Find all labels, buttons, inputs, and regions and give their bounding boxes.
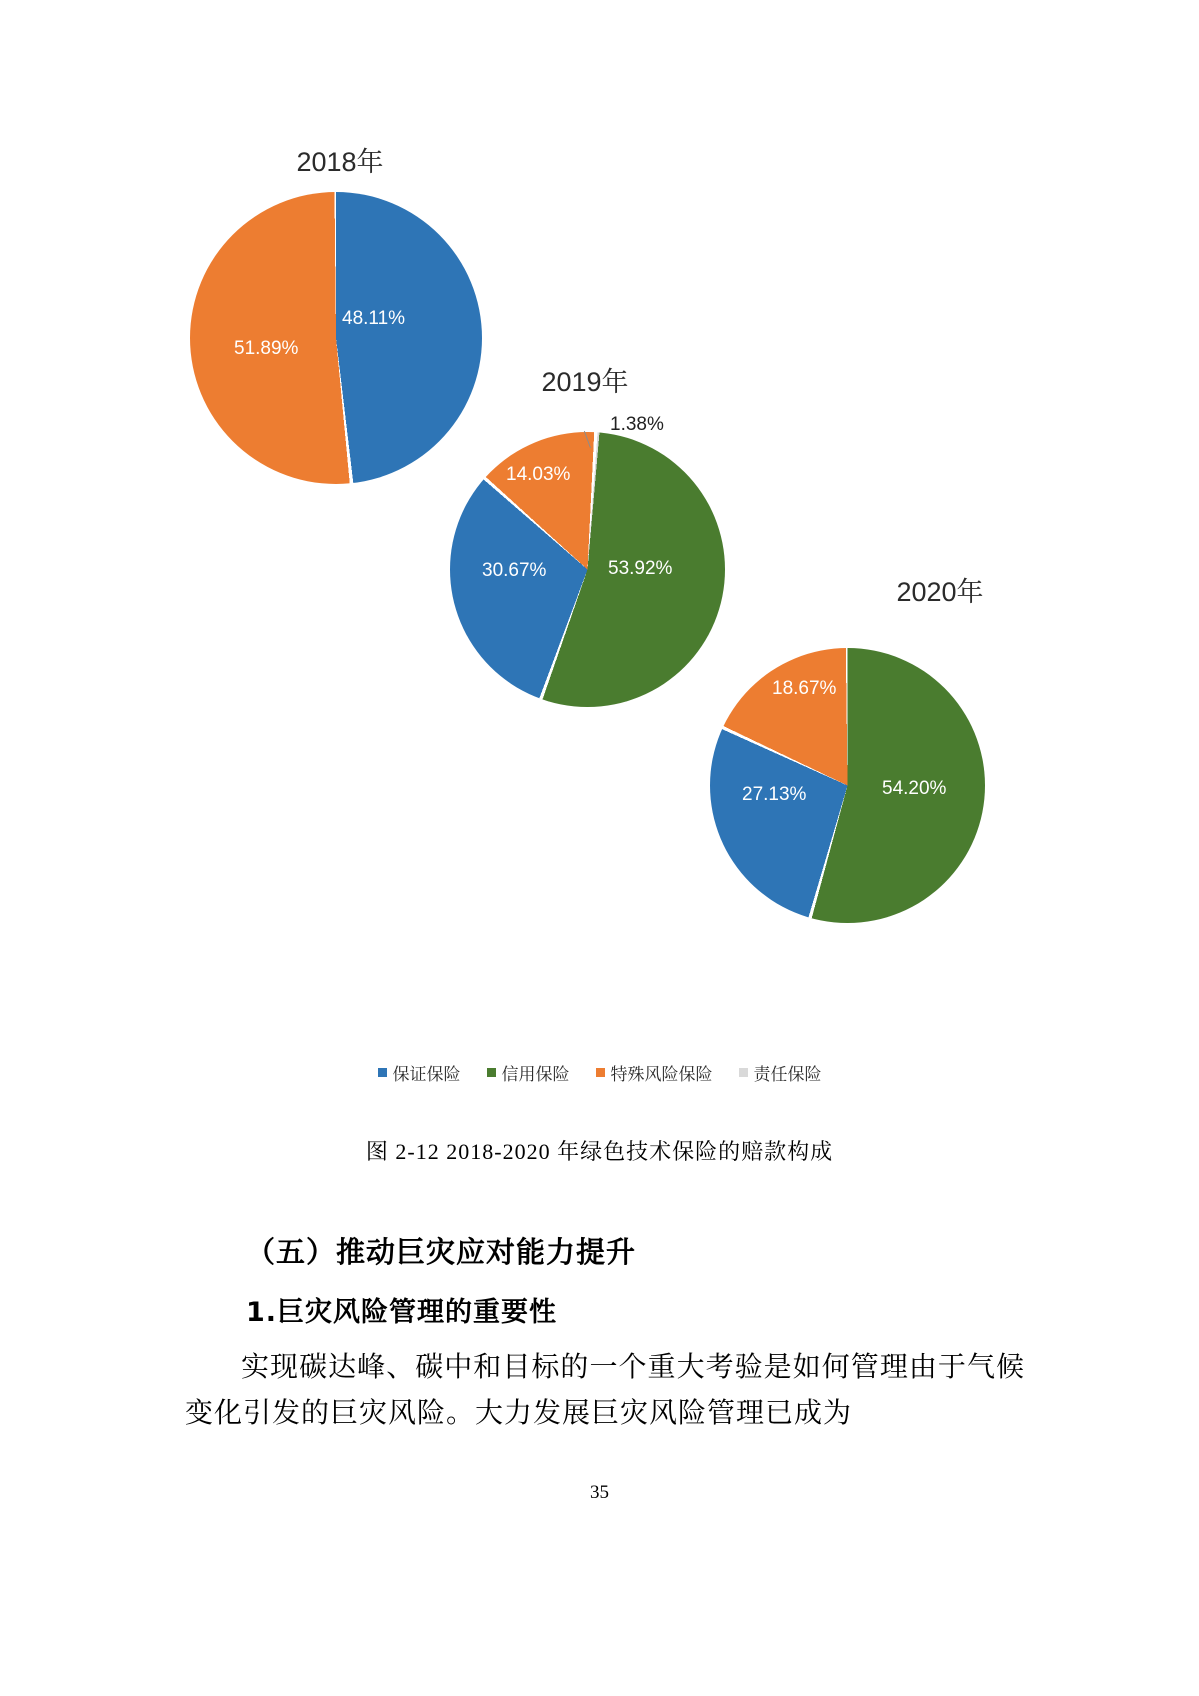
legend-item-2 <box>596 1060 713 1085</box>
pie-chart-2020 <box>690 570 1110 1000</box>
legend-item-1 <box>487 1060 570 1085</box>
legend-item-0 <box>378 1060 461 1085</box>
body-paragraph: 实现碳达峰、碳中和目标的一个重大考验是如何管理由于气候变化引发的巨灾风险。大力发展巨灾风险管理已成为 <box>185 1352 1025 1430</box>
legend-item-3 <box>739 1060 822 1085</box>
pie-2020-graphic <box>710 648 985 923</box>
legend-swatch-icon <box>378 1068 387 1077</box>
legend-label-1: 信用保险 <box>501 1065 570 1084</box>
pie-2018-label-1: 51.89% <box>234 338 299 359</box>
pie-2020-label-1: 27.13% <box>742 784 807 805</box>
legend-label-2: 特殊风险保险 <box>610 1065 713 1084</box>
pie-2020-label-0: 54.20% <box>882 778 947 799</box>
subsection-heading: 1.巨灾风险管理的重要性 <box>246 1297 558 1328</box>
legend-swatch-icon <box>596 1068 605 1077</box>
page-number: 35 <box>590 1482 609 1503</box>
figure-caption: 图 2-12 2018-2020 年绿色技术保险的赔款构成 <box>365 1139 834 1164</box>
figure-2-12 <box>0 110 1199 1040</box>
pie-2020-label-2: 18.67% <box>772 678 837 699</box>
legend-label-0: 保证保险 <box>392 1065 461 1084</box>
pie-2019-label-3: 1.38% <box>610 414 664 435</box>
pie-title-2019: 2019年 <box>541 367 629 397</box>
pie-title-2018: 2018年 <box>296 147 384 177</box>
legend-swatch-icon <box>487 1068 496 1077</box>
section-heading: （五）推动巨灾应对能力提升 <box>246 1235 637 1269</box>
pie-2018-label-0: 48.11% <box>342 308 406 329</box>
pie-2019-graphic <box>450 414 725 707</box>
pie-title-2020: 2020年 <box>896 577 984 607</box>
pie-2019-label-1: 30.67% <box>482 560 547 581</box>
chart-legend <box>0 1060 1199 1085</box>
pie-2019-label-0: 53.92% <box>608 558 673 579</box>
pie-2019-label-2: 14.03% <box>506 464 571 485</box>
legend-label-3: 责任保险 <box>753 1065 822 1084</box>
legend-swatch-icon <box>739 1068 748 1077</box>
